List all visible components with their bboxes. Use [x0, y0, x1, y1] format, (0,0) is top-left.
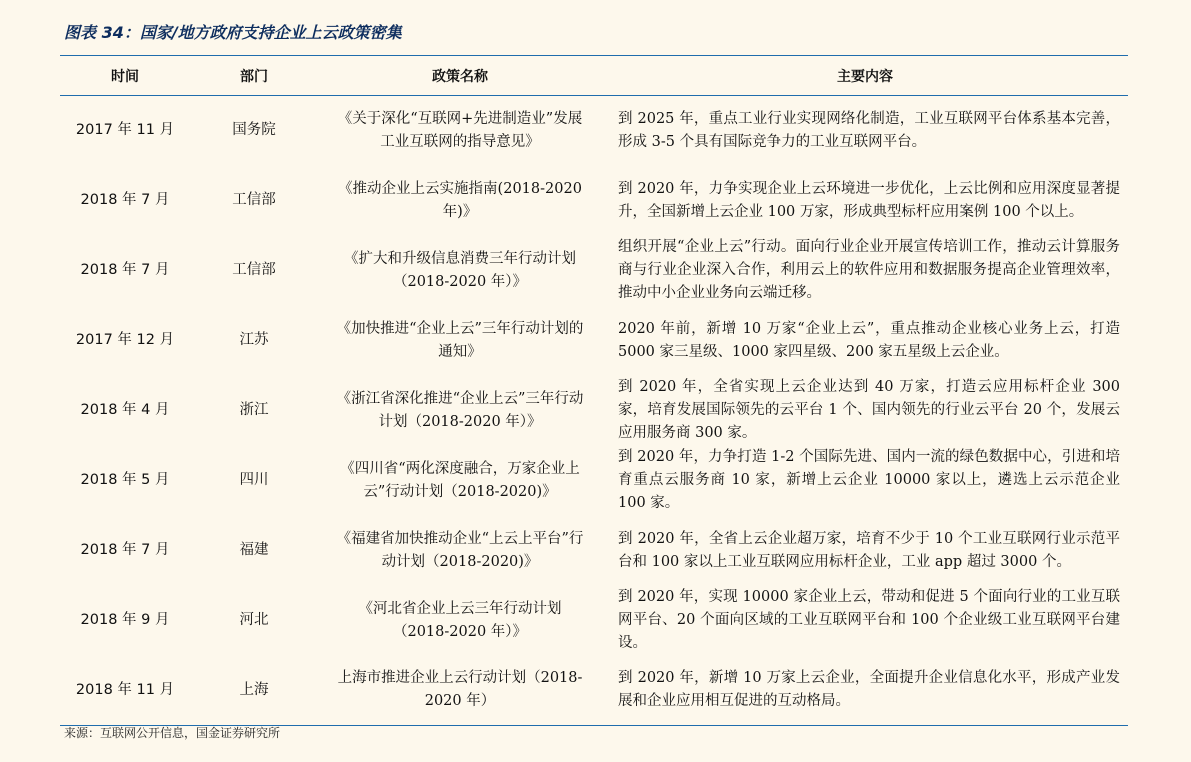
cell-time: 2018 年 5 月	[80, 472, 170, 488]
cell-time: 2017 年 12 月	[75, 332, 175, 348]
cell-content: 到 2025 年，重点工业行业实现网络化制造，工业互联网平台体系基本完善，形成 3-5 个具有国际竞争力的工业互联网平台。	[618, 110, 1120, 150]
cell-content: 2020 年前，新增 10 万家“企业上云”，重点推动企业核心业务上云，打造 5000 家三星级、1000 家四星级、200 家五星级上云企业。	[618, 320, 1120, 360]
cell-time: 2018 年 7 月	[80, 542, 170, 558]
header-policy: 政策名称	[318, 56, 602, 96]
cell-policy: 《扩大和升级信息消费三年行动计划（2018-2020 年）》	[344, 250, 576, 290]
cell-content: 到 2020 年，全省上云企业超万家，培育不少于 10 个工业互联网行业示范平台和 100 家以上工业互联网应用标杆企业，工业 app 超过 3000 个。	[618, 530, 1120, 570]
cell-dept: 四川	[239, 472, 269, 488]
table-header-row	[60, 56, 1128, 96]
cell-policy: 《加快推进“企业上云”三年行动计划的通知》	[336, 320, 584, 360]
cell-time: 2018 年 7 月	[80, 262, 170, 278]
cell-dept: 河北	[239, 612, 269, 628]
table-row	[60, 376, 1128, 446]
cell-content: 到 2020 年，新增 10 万家上云企业，全面提升企业信息化水平，形成产业发展和企业应用相互促进的互动格局。	[602, 656, 1128, 726]
cell-time: 2017 年 11 月	[75, 122, 175, 139]
policy-table	[60, 55, 1128, 726]
table-row	[60, 446, 1128, 516]
table-row	[60, 656, 1128, 726]
cell-time: 2018 年 9 月	[80, 612, 170, 628]
cell-dept: 江苏	[239, 332, 269, 348]
cell-content: 组织开展“企业上云”行动。面向行业企业开展宣传培训工作，推动云计算服务商与行业企业深入合作，利用云上的软件应用和数据服务提高企业管理效率，推动中小企业业务向云端迁移。	[618, 239, 1120, 301]
cell-policy: 《推动企业上云实施指南(2018-2020 年)》	[338, 180, 582, 220]
header-content: 主要内容	[602, 56, 1128, 96]
cell-dept: 上海	[190, 656, 318, 726]
cell-content: 到 2020 年，力争打造 1-2 个国际先进、国内一流的绿色数据中心，引进和培育重点云服务商 10 家，新增上云企业 10000 家以上，遴选上云示范企业 100 家。	[618, 449, 1120, 511]
table-row	[60, 166, 1128, 236]
cell-dept: 工信部	[232, 262, 276, 278]
cell-content: 到 2020 年，实现 10000 家企业上云，带动和促进 5 个面向行业的工业互联网平台、20 个面向区域的工业互联网平台和 100 个企业级工业互联网平台建设。	[618, 589, 1120, 651]
cell-content: 到 2020 年，力争实现企业上云环境进一步优化，上云比例和应用深度显著提升，全国新增上云企业 100 万家，形成典型标杆应用案例 100 个以上。	[618, 180, 1120, 220]
table-row	[60, 96, 1128, 166]
cell-time: 2018 年 4 月	[80, 402, 170, 418]
cell-policy: 《四川省“两化深度融合，万家企业上云”行动计划（2018-2020)》	[340, 460, 580, 500]
table-row	[60, 586, 1128, 656]
header-time: 时间	[60, 56, 190, 96]
table-row	[60, 306, 1128, 376]
cell-policy: 《河北省企业上云三年行动计划（2018-2020 年）》	[358, 600, 562, 640]
cell-policy: 《关于深化“互联网+先进制造业”发展工业互联网的指导意见》	[337, 110, 583, 150]
table-row	[60, 236, 1128, 306]
cell-dept: 国务院	[232, 122, 276, 139]
figure-title: 图表 34：国家/地方政府支持企业上云政策密集	[64, 23, 402, 42]
cell-dept: 工信部	[232, 192, 276, 208]
cell-time: 2018 年 11 月	[60, 656, 190, 726]
cell-time: 2018 年 7 月	[80, 192, 170, 208]
header-dept: 部门	[190, 56, 318, 96]
cell-content: 到 2020 年，全省实现上云企业达到 40 万家，打造云应用标杆企业 300 家，培育发展国际领先的云平台 1 个、国内领先的行业云平台 20 个，发展云应用服务商 300 家。	[618, 379, 1120, 441]
table-row	[60, 516, 1128, 586]
cell-dept: 浙江	[239, 402, 269, 418]
cell-dept: 福建	[239, 542, 269, 558]
cell-policy: 《福建省加快推动企业“上云上平台”行动计划（2018-2020)》	[336, 530, 584, 570]
cell-policy: 《浙江省深化推进“企业上云”三年行动计划（2018-2020 年）》	[336, 390, 584, 430]
source-note: 来源：互联网公开信息，国金证券研究所	[64, 726, 281, 740]
cell-policy: 上海市推进企业上云行动计划（2018-2020 年）	[318, 656, 602, 726]
